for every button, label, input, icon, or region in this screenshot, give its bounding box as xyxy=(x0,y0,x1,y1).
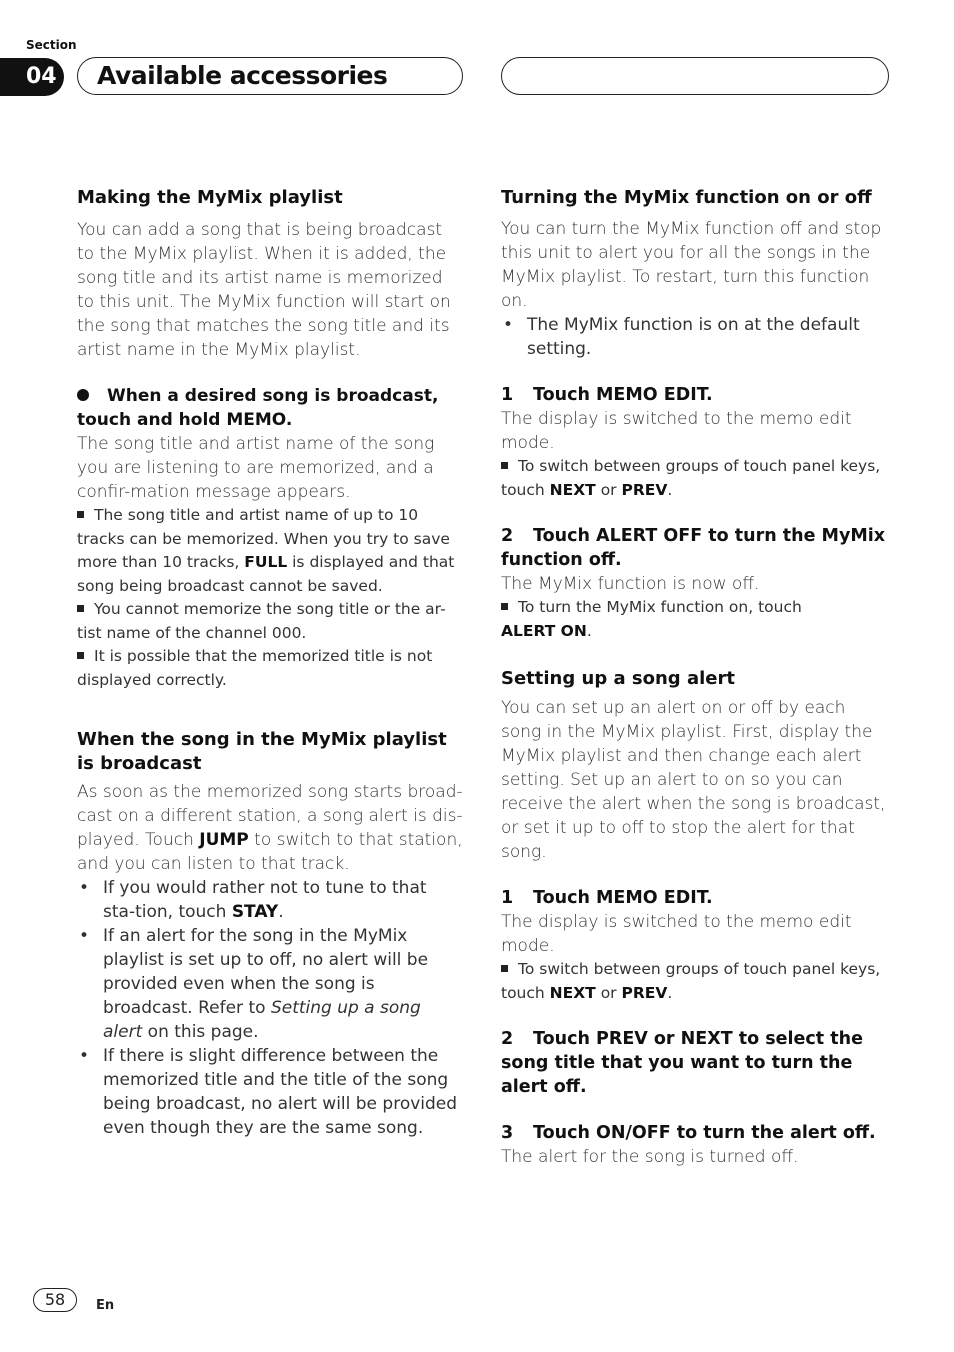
broadcast-step-body: The song title and artist name of the song you are listening to are memorized, and a confir-mation message appears. xyxy=(77,434,435,502)
when-song-body: As soon as the memorized song starts broad-cast on a different station, a song alert is dis-played. Touch JUMP to switch to that station, and you can listen to that track. xyxy=(77,782,463,874)
bullet-dot-icon xyxy=(77,389,89,401)
turning-heading: Turning the MyMix function on or off xyxy=(501,187,872,208)
note-item: You cannot memorize the song title or the ar-tist name of the channel 000. xyxy=(77,600,446,642)
step-heading: 2 Touch ALERT OFF to turn the MyMix function off. xyxy=(501,526,886,570)
making-body: You can add a song that is being broadcast to the MyMix playlist. When it is added, the song title and its artist name is memorized to this unit. The MyMix function will start on the song that matches the song title and its artist name in the MyMix playlist. xyxy=(77,220,451,360)
section-label: Section xyxy=(26,38,77,52)
step-heading: 1 Touch MEMO EDIT. xyxy=(501,385,713,405)
step-heading: 3 Touch ON/OFF to turn the alert off. xyxy=(501,1123,876,1143)
square-bullet-icon xyxy=(501,603,508,610)
note-item: The song title and artist name of up to 10 tracks can be memorized. When you try to save more than 10 tracks, FULL is displayed and that song being broadcast cannot be saved. xyxy=(77,506,455,595)
square-bullet-icon xyxy=(501,462,508,469)
when-song-heading: When the song in the MyMix playlist is broadcast xyxy=(77,729,447,774)
page-number: 58 xyxy=(33,1288,77,1312)
step-body: The display is switched to the memo edit mode. xyxy=(501,912,852,956)
square-bullet-icon xyxy=(77,511,84,518)
square-bullet-icon xyxy=(77,605,84,612)
note-item: To switch between groups of touch panel keys, touch NEXT or PREV. xyxy=(501,960,881,1002)
right-column xyxy=(501,186,891,1169)
header-empty-frame xyxy=(501,57,889,95)
step-body: The alert for the song is turned off. xyxy=(501,1147,799,1167)
note-item: To switch between groups of touch panel keys, touch NEXT or PREV. xyxy=(501,457,881,499)
square-bullet-icon xyxy=(77,652,84,659)
square-bullet-icon xyxy=(501,965,508,972)
section-number-badge: 04 xyxy=(0,58,64,96)
list-item: • The MyMix function is on at the default setting. xyxy=(501,313,891,361)
setting-body: You can set up an alert on or off by each song in the MyMix playlist. First, display the MyMix playlist and then change each alert setting. Set up an alert to on so you can receive the alert when the song is broadcast, or set it up to off to stop the alert for that song. xyxy=(501,698,886,862)
turning-body: You can turn the MyMix function off and stop this unit to alert you for all the songs in the MyMix playlist. To restart, turn this function on. xyxy=(501,219,882,311)
making-heading: Making the MyMix playlist xyxy=(77,187,343,208)
page-title: Available accessories xyxy=(97,61,388,90)
list-item: • If there is slight difference between the memorized title and the title of the song being broadcast, no alert will be provided even though they are the same song. xyxy=(77,1044,463,1140)
broadcast-step-heading: When a desired song is broadcast, touch and hold MEMO. xyxy=(77,386,439,430)
left-column xyxy=(77,186,463,1140)
language-code: En xyxy=(96,1298,115,1313)
step-body: The display is switched to the memo edit mode. xyxy=(501,409,852,453)
note-item: It is possible that the memorized title is not displayed correctly. xyxy=(77,647,433,689)
list-item: • If you would rather not to tune to that sta-tion, touch STAY. xyxy=(77,876,463,924)
list-item: • If an alert for the song in the MyMix playlist is set up to off, no alert will be provided even when the song is broadcast. Refer to Setting up a song alert on this page. xyxy=(77,924,463,1044)
step-heading: 1 Touch MEMO EDIT. xyxy=(501,888,713,908)
step-body: The MyMix function is now off. xyxy=(501,574,760,594)
setting-heading: Setting up a song alert xyxy=(501,668,735,689)
step-heading: 2 Touch PREV or NEXT to select the song title that you want to turn the alert off. xyxy=(501,1029,863,1097)
note-item: To turn the MyMix function on, touch ALERT ON. xyxy=(501,598,802,640)
